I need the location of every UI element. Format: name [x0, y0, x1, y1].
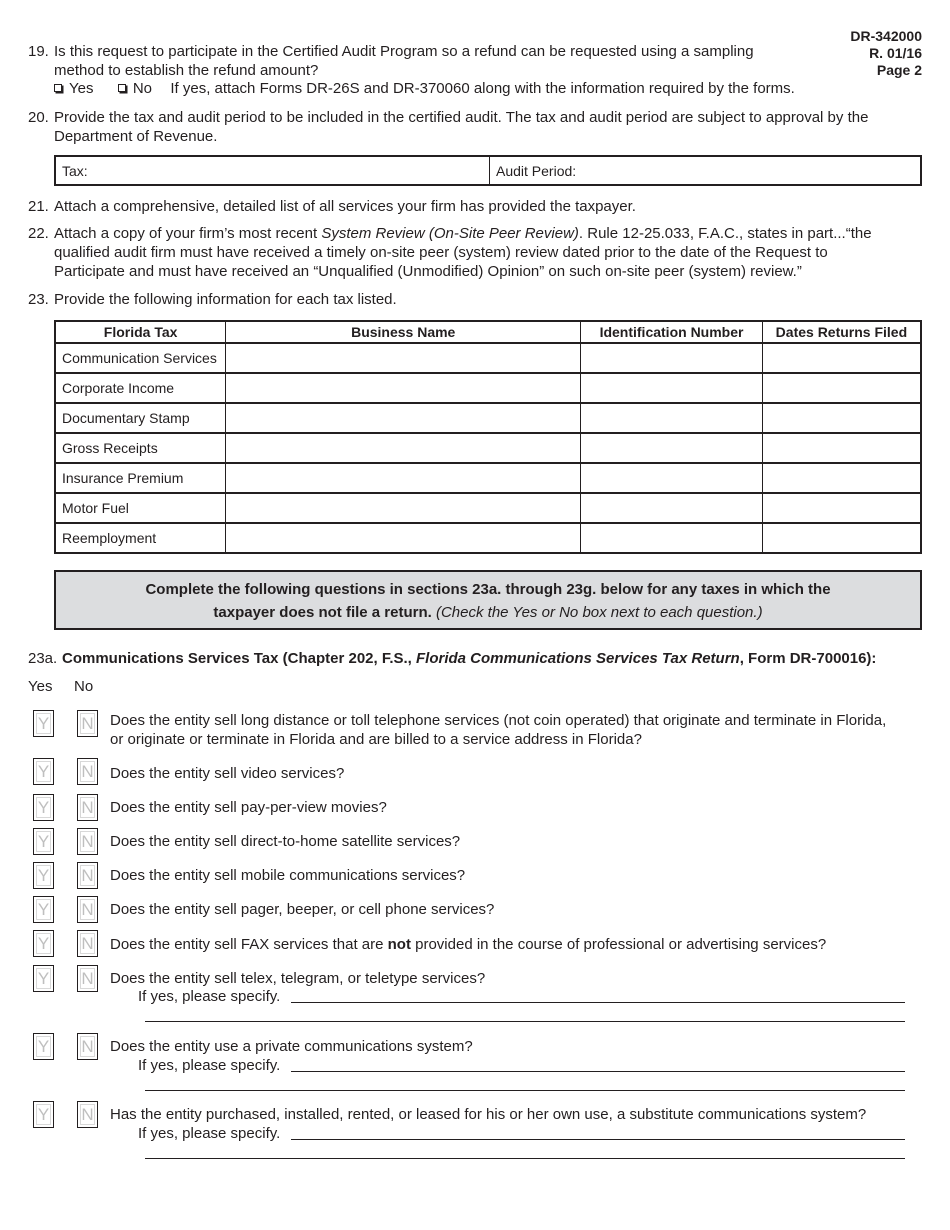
q3-text: Does the entity sell pay-per-view movies? [110, 799, 387, 816]
dates-filed-cell[interactable] [762, 523, 921, 553]
q22-pre: Attach a copy of your firm’s most recent [54, 225, 322, 242]
id-number-cell[interactable] [581, 403, 763, 433]
q10-specify-label: If yes, please specify. [138, 1125, 281, 1142]
id-number-cell[interactable] [581, 523, 763, 553]
id-number-cell[interactable] [581, 463, 763, 493]
q9-specify-label: If yes, please specify. [138, 1057, 281, 1074]
q8-specify-line1[interactable] [291, 1002, 905, 1003]
table-row [55, 403, 921, 433]
q1-line1: Does the entity sell long distance or toll telephone services (not coin operated) that originate and terminate in Florida, [110, 712, 887, 729]
tax-name: Insurance Premium [55, 463, 226, 493]
q10-text: Has the entity purchased, installed, rented, or leased for his or her own use, a substitute communications system? [110, 1106, 867, 1123]
q22-number: 22. [28, 225, 49, 242]
tax-name: Corporate Income [55, 373, 226, 403]
q7-pre: Does the entity sell FAX services that are [110, 936, 388, 953]
id-number-cell[interactable] [581, 433, 763, 463]
note-line1: Complete the following questions in sections 23a. through 23g. below for any taxes in which the [145, 581, 831, 598]
q20-line2: Department of Revenue. [54, 128, 218, 145]
business-name-cell[interactable] [226, 493, 581, 523]
business-name-cell[interactable] [226, 403, 581, 433]
tax-name: Gross Receipts [55, 433, 226, 463]
id-number-cell[interactable] [581, 493, 763, 523]
q19-options [54, 79, 795, 98]
tax-info-table [54, 320, 922, 554]
q5-text: Does the entity sell mobile communications services? [110, 867, 466, 884]
q22-line3: Participate and must have received an “Unqualified (Unmodified) Opinion” on such on-site peer (system) review.” [54, 263, 802, 280]
q20-line1: Provide the tax and audit period to be included in the certified audit. The tax and audit period are subject to approval by the [54, 109, 869, 126]
audit-period-field[interactable] [490, 157, 582, 184]
business-name-cell[interactable] [226, 463, 581, 493]
q21-number: 21. [28, 198, 49, 215]
form-revision: R. 01/16 [869, 45, 922, 61]
dates-filed-cell[interactable] [762, 463, 921, 493]
tax-name: Motor Fuel [55, 493, 226, 523]
table-row [55, 343, 921, 373]
table-row [55, 493, 921, 523]
column-header: Dates Returns Filed [762, 321, 921, 343]
table-row [55, 433, 921, 463]
q9-text: Does the entity use a private communications system? [110, 1038, 473, 1055]
q10-no-box[interactable]: N [77, 1101, 98, 1128]
q8-specify-label: If yes, please specify. [138, 988, 281, 1005]
q19-line2: method to establish the refund amount? [54, 62, 319, 79]
q9-specify-line2[interactable] [145, 1090, 905, 1091]
q19-no-label: No [132, 80, 153, 97]
q7-bold: not [387, 936, 411, 953]
tax-name: Communication Services [55, 343, 226, 373]
q10-yes-box[interactable]: Y [33, 1101, 54, 1128]
q8-text: Does the entity sell telex, telegram, or teletype services? [110, 970, 486, 987]
q19-instruction: If yes, attach Forms DR-26S and DR-370060 along with the information required by the forms. [170, 80, 795, 97]
q23a-title [62, 649, 876, 668]
q19-yes-checkbox[interactable] [54, 84, 62, 92]
q2-text: Does the entity sell video services? [110, 765, 345, 782]
id-number-cell[interactable] [581, 373, 763, 403]
q6-yes-box[interactable]: Y [33, 896, 54, 923]
q19-line1: Is this request to participate in the Certified Audit Program so a refund can be requested using a sampling [54, 43, 754, 60]
dates-filed-cell[interactable] [762, 433, 921, 463]
business-name-cell[interactable] [226, 523, 581, 553]
business-name-cell[interactable] [226, 433, 581, 463]
note-bold2: taxpayer does not file a return. [213, 604, 432, 621]
table-row [55, 523, 921, 553]
tax-audit-period-box [54, 155, 922, 186]
tax-field[interactable] [56, 157, 490, 184]
audit-period-label: Audit Period: [496, 163, 577, 179]
q23a-title-post: , Form DR-700016): [739, 650, 877, 667]
q20-number: 20. [28, 109, 49, 126]
q7-text [110, 935, 826, 954]
q21-text: Attach a comprehensive, detailed list of all services your firm has provided the taxpayer. [54, 198, 636, 215]
q19-no-checkbox[interactable] [118, 84, 126, 92]
instruction-note [54, 570, 922, 630]
q3-no-box[interactable]: N [77, 794, 98, 821]
q22-line2: qualified audit firm must have received a timely on-site peer (system) review dated prior to the date of the Request to [54, 244, 828, 261]
no-column-label: No [74, 678, 94, 695]
dates-filed-cell[interactable] [762, 403, 921, 433]
q1-line2: or originate or terminate in Florida and are billed to a service address in Florida? [110, 731, 642, 748]
tax-label: Tax: [62, 163, 88, 179]
form-header [850, 28, 922, 79]
business-name-cell[interactable] [226, 373, 581, 403]
q6-text: Does the entity sell pager, beeper, or cell phone services? [110, 901, 495, 918]
q4-text: Does the entity sell direct-to-home satellite services? [110, 833, 461, 850]
id-number-cell[interactable] [581, 343, 763, 373]
q2-no-box[interactable]: N [77, 758, 98, 785]
q19-number: 19. [28, 43, 49, 60]
business-name-cell[interactable] [226, 343, 581, 373]
q8-no-box[interactable]: N [77, 965, 98, 992]
q6-no-box[interactable]: N [77, 896, 98, 923]
q7-no-box[interactable]: N [77, 930, 98, 957]
form-number: DR-342000 [850, 28, 922, 44]
page-number: Page 2 [876, 62, 922, 78]
q8-yes-box[interactable]: Y [33, 965, 54, 992]
column-header: Identification Number [581, 321, 763, 343]
dates-filed-cell[interactable] [762, 493, 921, 523]
q23a-title-pre: Communications Services Tax (Chapter 202, F.S., [62, 650, 417, 667]
q2-yes-box[interactable]: Y [33, 758, 54, 785]
note-line2 [56, 601, 920, 624]
q10-specify-line1[interactable] [291, 1139, 905, 1140]
tax-name: Documentary Stamp [55, 403, 226, 433]
q1-yes-box[interactable]: Y [33, 710, 54, 737]
column-header: Business Name [226, 321, 581, 343]
tax-name: Reemployment [55, 523, 226, 553]
q10-specify-line2[interactable] [145, 1158, 905, 1159]
q22-italic: System Review (On-Site Peer Review) [321, 225, 579, 242]
q5-no-box[interactable]: N [77, 862, 98, 889]
note-italic: (Check the Yes or No box next to each question.) [435, 604, 763, 621]
q8-specify-line2[interactable] [145, 1021, 905, 1022]
q7-post: provided in the course of professional or advertising services? [410, 936, 827, 953]
yes-column-label: Yes [28, 678, 53, 695]
dates-filed-cell[interactable] [762, 343, 921, 373]
q22-line1 [54, 224, 872, 243]
column-header: Florida Tax [55, 321, 226, 343]
dates-filed-cell[interactable] [762, 373, 921, 403]
q23-number: 23. [28, 291, 49, 308]
q7-yes-box[interactable]: Y [33, 930, 54, 957]
q5-yes-box[interactable]: Y [33, 862, 54, 889]
table-header-row [55, 321, 921, 343]
q9-specify-line1[interactable] [291, 1071, 905, 1072]
q23a-number: 23a. [28, 650, 58, 667]
q1-no-box[interactable]: N [77, 710, 98, 737]
q19-yes-label: Yes [69, 80, 94, 97]
q9-no-box[interactable]: N [77, 1033, 98, 1060]
table-row [55, 463, 921, 493]
q4-yes-box[interactable]: Y [33, 828, 54, 855]
q4-no-box[interactable]: N [77, 828, 98, 855]
q22-post: . Rule 12-25.033, F.A.C., states in part...“the [578, 225, 872, 242]
q23-text: Provide the following information for each tax listed. [54, 291, 397, 308]
table-row [55, 373, 921, 403]
q23a-title-italic: Florida Communications Services Tax Return [416, 650, 740, 667]
q3-yes-box[interactable]: Y [33, 794, 54, 821]
q9-yes-box[interactable]: Y [33, 1033, 54, 1060]
